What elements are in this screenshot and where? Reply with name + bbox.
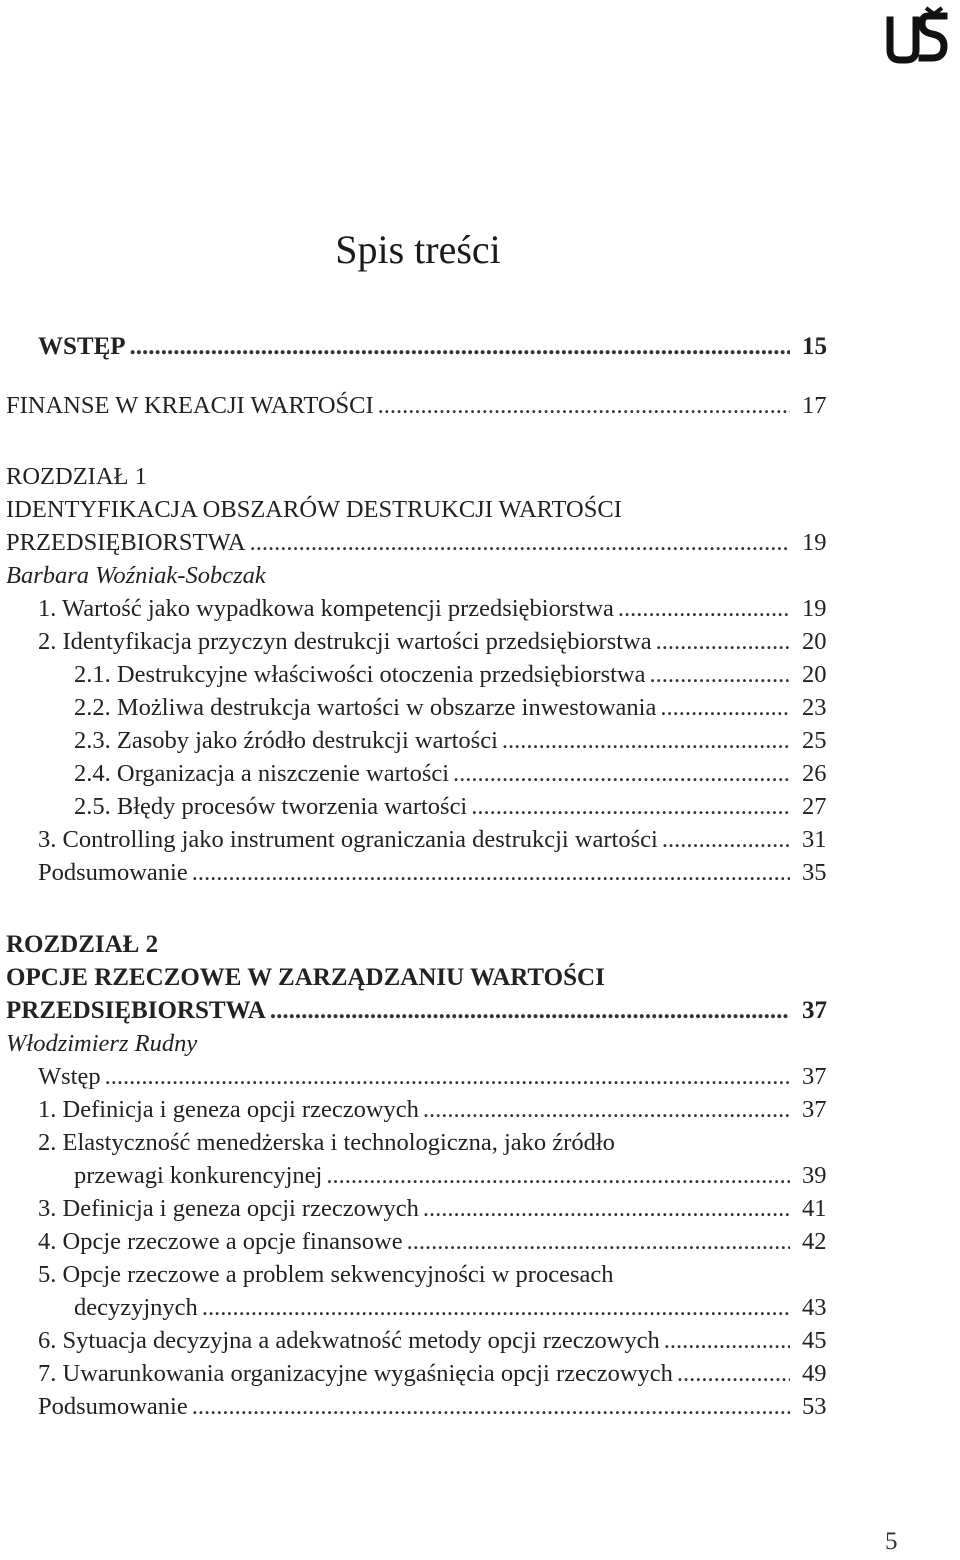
page-number: 5	[885, 1528, 898, 1555]
toc-entry-title: Barbara Woźniak-Sobczak	[6, 562, 266, 589]
toc-entry[interactable]	[6, 1291, 836, 1324]
toc-entry[interactable]	[6, 856, 836, 889]
toc-entry[interactable]	[6, 625, 836, 658]
toc-entry-page: 20	[802, 661, 827, 688]
toc-entry[interactable]	[6, 928, 836, 961]
toc-entry[interactable]	[6, 1357, 836, 1390]
leader-dots	[202, 1291, 790, 1324]
toc-entry-title: WSTĘP	[38, 333, 126, 360]
toc-entry[interactable]	[6, 1192, 836, 1225]
leader-dots	[192, 1390, 790, 1423]
toc-entry[interactable]	[6, 724, 836, 757]
toc-entry-title: 2. Identyfikacja przyczyn destrukcji wartości przedsiębiorstwa	[38, 628, 652, 655]
toc-entry-title: IDENTYFIKACJA OBSZARÓW DESTRUKCJI WARTOŚCI	[6, 496, 622, 523]
toc-entry[interactable]	[6, 1390, 836, 1423]
toc-entry-page: 25	[802, 727, 827, 754]
toc-entry-page: 49	[802, 1360, 827, 1387]
leader-dots	[407, 1225, 790, 1258]
toc-entry-page: 45	[802, 1327, 827, 1354]
toc-entry-title: 2.1. Destrukcyjne właściwości otoczenia przedsiębiorstwa	[74, 661, 646, 688]
leader-dots	[664, 1324, 790, 1357]
leader-dots	[423, 1093, 790, 1126]
leader-dots	[677, 1357, 790, 1390]
toc-entry-title: 1. Definicja i geneza opcji rzeczowych	[38, 1096, 419, 1123]
leader-dots	[453, 757, 790, 790]
toc-entry-title: 2. Elastyczność menedżerska i technologiczna, jako źródło	[38, 1129, 615, 1156]
toc-entry-title: 3. Definicja i geneza opcji rzeczowych	[38, 1195, 419, 1222]
toc-entry-page: 26	[802, 760, 827, 787]
toc-entry[interactable]	[6, 790, 836, 823]
toc-entry-title: 2.5. Błędy procesów tworzenia wartości	[74, 793, 468, 820]
toc-entry-title: ROZDZIAŁ 1	[6, 463, 147, 490]
toc-entry[interactable]	[6, 493, 836, 526]
toc-entry-title: OPCJE RZECZOWE W ZARZĄDZANIU WARTOŚCI	[6, 964, 605, 991]
toc-entry-title: 3. Controlling jako instrument ograniczania destrukcji wartości	[38, 826, 658, 853]
leader-dots	[660, 691, 790, 724]
page-title: Spis treści	[335, 227, 501, 272]
toc-entry-title: PRZEDSIĘBIORSTWA	[6, 529, 246, 556]
leader-dots	[326, 1159, 790, 1192]
toc-entry-page: 35	[802, 859, 827, 886]
toc-entry-title: FINANSE W KREACJI WARTOŚCI	[6, 392, 374, 419]
toc-entry[interactable]	[6, 1324, 836, 1357]
toc-entry[interactable]	[6, 1126, 836, 1159]
toc-entry-page: 27	[802, 793, 827, 820]
toc-entry[interactable]	[6, 1225, 836, 1258]
toc-entry-title: 2.2. Możliwa destrukcja wartości w obszarze inwestowania	[74, 694, 657, 721]
toc-entry-page: 37	[802, 1063, 827, 1090]
toc-entry-title: PRZEDSIĘBIORSTWA	[6, 997, 266, 1024]
leader-dots	[649, 658, 790, 691]
toc-entry-page: 43	[802, 1294, 827, 1321]
toc-entry-title: przewagi konkurencyjnej	[74, 1162, 323, 1189]
toc-entry-page: 19	[802, 595, 827, 622]
toc-entry-page: 37	[802, 997, 827, 1024]
leader-dots	[662, 823, 790, 856]
toc-entry-title: 4. Opcje rzeczowe a opcje finansowe	[38, 1228, 403, 1255]
toc-entry-title: Włodzimierz Rudny	[6, 1030, 198, 1057]
leader-dots	[105, 1060, 790, 1093]
toc-entry-title: decyzyjnych	[74, 1294, 198, 1321]
toc-entry-page: 42	[802, 1228, 827, 1255]
toc-entry[interactable]	[6, 961, 836, 994]
toc-entry-page: 53	[802, 1393, 827, 1420]
university-logo-icon	[882, 6, 952, 68]
toc-entry[interactable]	[6, 1060, 836, 1093]
toc-entry[interactable]	[6, 691, 836, 724]
toc-entry-title: 6. Sytuacja decyzyjna a adekwatność metody opcji rzeczowych	[38, 1327, 660, 1354]
leader-dots	[471, 790, 790, 823]
leader-dots	[270, 994, 790, 1027]
leader-dots	[502, 724, 790, 757]
toc-entry-page: 23	[802, 694, 827, 721]
toc-entry-title: 2.3. Zasoby jako źródło destrukcji wartości	[74, 727, 498, 754]
toc-entry[interactable]	[6, 460, 836, 493]
toc-entry-page: 19	[802, 529, 827, 556]
toc-entry-title: 2.4. Organizacja a niszczenie wartości	[74, 760, 450, 787]
toc-entry-page: 31	[802, 826, 827, 853]
toc-entry-page: 37	[802, 1096, 827, 1123]
toc-entry-title: ROZDZIAŁ 2	[6, 931, 159, 958]
toc-entry-title: 1. Wartość jako wypadkowa kompetencji przedsiębiorstwa	[38, 595, 614, 622]
toc-entry[interactable]	[6, 526, 836, 559]
leader-dots	[423, 1192, 790, 1225]
toc-entry[interactable]	[6, 994, 836, 1027]
toc-entry[interactable]	[6, 1093, 836, 1126]
toc-entry[interactable]	[6, 559, 836, 592]
table-of-contents	[6, 330, 836, 1423]
toc-entry-title: 5. Opcje rzeczowe a problem sekwencyjności w procesach	[38, 1261, 614, 1288]
toc-entry[interactable]	[6, 1258, 836, 1291]
toc-entry[interactable]	[6, 389, 836, 422]
toc-entry[interactable]	[6, 823, 836, 856]
toc-entry[interactable]	[6, 1027, 836, 1060]
toc-entry-page: 17	[802, 392, 827, 419]
toc-entry[interactable]	[6, 757, 836, 790]
leader-dots	[192, 856, 790, 889]
toc-entry-title: Podsumowanie	[38, 1393, 188, 1420]
toc-entry-title: Podsumowanie	[38, 859, 188, 886]
toc-entry-page: 15	[802, 333, 827, 360]
leader-dots	[618, 592, 790, 625]
leader-dots	[250, 526, 790, 559]
leader-dots	[130, 330, 790, 363]
toc-entry-page: 20	[802, 628, 827, 655]
leader-dots	[656, 625, 790, 658]
toc-entry[interactable]	[6, 330, 836, 363]
toc-entry-page: 39	[802, 1162, 827, 1189]
leader-dots	[378, 389, 790, 422]
toc-entry-page: 41	[802, 1195, 827, 1222]
toc-entry[interactable]	[6, 658, 836, 691]
toc-entry-title: Wstęp	[38, 1063, 101, 1090]
toc-entry[interactable]	[6, 592, 836, 625]
toc-entry[interactable]	[6, 1159, 836, 1192]
toc-entry-title: 7. Uwarunkowania organizacyjne wygaśnięcia opcji rzeczowych	[38, 1360, 673, 1387]
